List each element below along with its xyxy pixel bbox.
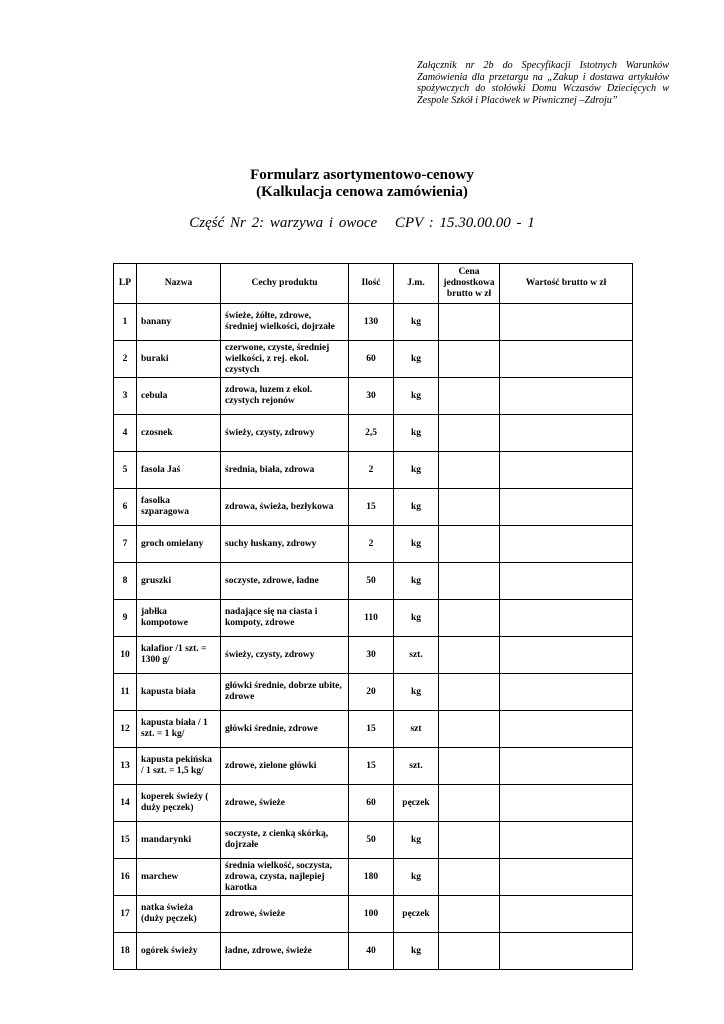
cell-gross-value xyxy=(500,378,633,415)
table-row xyxy=(114,341,633,378)
cell-features: świeże, żółte, zdrowe, średniej wielkości, dojrzałe xyxy=(221,304,349,341)
cell-features: świeży, czysty, zdrowy xyxy=(221,415,349,452)
table-row xyxy=(114,674,633,711)
cell-features: zdrowe, zielone główki xyxy=(221,748,349,785)
table-header-row xyxy=(114,264,633,304)
cell-unit-price xyxy=(439,304,500,341)
header-features: Cechy produktu xyxy=(221,264,349,304)
cpv-label: CPV : 15.30.00.00 - 1 xyxy=(394,215,535,231)
cell-features: soczyste, zdrowe, ładne xyxy=(221,563,349,600)
cell-lp: 11 xyxy=(114,674,137,711)
cell-quantity: 110 xyxy=(349,600,394,637)
cell-name: fasola Jaś xyxy=(137,452,221,489)
part-label: Część Nr 2: warzywa i owoce xyxy=(189,215,378,231)
cell-gross-value xyxy=(500,896,633,933)
cell-unit-price xyxy=(439,711,500,748)
cell-name: kapusta biała xyxy=(137,674,221,711)
cell-features: ładne, zdrowe, świeże xyxy=(221,933,349,970)
cell-gross-value xyxy=(500,600,633,637)
cell-lp: 6 xyxy=(114,489,137,526)
cell-unit: kg xyxy=(394,933,439,970)
cell-unit: szt xyxy=(394,711,439,748)
cell-quantity: 50 xyxy=(349,822,394,859)
cell-lp: 12 xyxy=(114,711,137,748)
cell-name: jabłka kompotowe xyxy=(137,600,221,637)
cell-unit: kg xyxy=(394,563,439,600)
cell-name: buraki xyxy=(137,341,221,378)
cell-unit: pęczek xyxy=(394,785,439,822)
cell-name: groch omielany xyxy=(137,526,221,563)
header-gross-value: Wartość brutto w zł xyxy=(500,264,633,304)
table-row xyxy=(114,452,633,489)
cell-quantity: 30 xyxy=(349,378,394,415)
cell-name: kapusta pekińska / 1 szt. = 1,5 kg/ xyxy=(137,748,221,785)
annex-note: Załącznik nr 2b do Specyfikacji Istotnych Warunków Zamówienia dla przetargu na „Zakup i dostawa artykułów spożywczych do stołówki Domu Wczasów Dziecięcych w Zespole Szkół i Placówek w Piwnicznej –Zdroju” xyxy=(417,60,669,106)
price-table xyxy=(113,263,633,970)
header-quantity: Ilość xyxy=(349,264,394,304)
cell-quantity: 15 xyxy=(349,489,394,526)
cell-quantity: 2 xyxy=(349,452,394,489)
cell-unit: szt. xyxy=(394,748,439,785)
cell-name: kalafior /1 szt. = 1300 g/ xyxy=(137,637,221,674)
cell-unit: kg xyxy=(394,526,439,563)
cell-features: zdrowa, luzem z ekol. czystych rejonów xyxy=(221,378,349,415)
form-title: Formularz asortymentowo-cenowy xyxy=(250,167,474,183)
cell-unit: kg xyxy=(394,489,439,526)
cell-unit: kg xyxy=(394,341,439,378)
cell-unit-price xyxy=(439,563,500,600)
cell-name: ogórek świeży xyxy=(137,933,221,970)
table-row xyxy=(114,785,633,822)
cell-name: czosnek xyxy=(137,415,221,452)
cell-features: zdrowe, świeże xyxy=(221,785,349,822)
cell-unit-price xyxy=(439,822,500,859)
header-unit: J.m. xyxy=(394,264,439,304)
table-row xyxy=(114,859,633,896)
cell-lp: 5 xyxy=(114,452,137,489)
cell-features: zdrowe, świeże xyxy=(221,896,349,933)
cell-unit-price xyxy=(439,674,500,711)
cell-quantity: 50 xyxy=(349,563,394,600)
cell-lp: 10 xyxy=(114,637,137,674)
table-row xyxy=(114,637,633,674)
cell-unit-price xyxy=(439,896,500,933)
cell-lp: 15 xyxy=(114,822,137,859)
cell-unit: kg xyxy=(394,674,439,711)
cell-gross-value xyxy=(500,563,633,600)
cell-unit-price xyxy=(439,526,500,563)
cell-gross-value xyxy=(500,415,633,452)
cell-unit: kg xyxy=(394,859,439,896)
cell-lp: 4 xyxy=(114,415,137,452)
cell-features: soczyste, z cienką skórką, dojrzałe xyxy=(221,822,349,859)
cell-gross-value xyxy=(500,637,633,674)
cell-gross-value xyxy=(500,748,633,785)
cell-gross-value xyxy=(500,341,633,378)
cell-gross-value xyxy=(500,304,633,341)
cell-quantity: 60 xyxy=(349,341,394,378)
cell-gross-value xyxy=(500,822,633,859)
cell-lp: 16 xyxy=(114,859,137,896)
cell-unit-price xyxy=(439,341,500,378)
cell-features: czerwone, czyste, średniej wielkości, z rej. ekol. czystych xyxy=(221,341,349,378)
cell-quantity: 100 xyxy=(349,896,394,933)
cell-lp: 2 xyxy=(114,341,137,378)
cell-lp: 9 xyxy=(114,600,137,637)
cell-unit-price xyxy=(439,859,500,896)
cell-quantity: 180 xyxy=(349,859,394,896)
table-row xyxy=(114,304,633,341)
cell-gross-value xyxy=(500,785,633,822)
cell-unit-price xyxy=(439,378,500,415)
cell-unit-price xyxy=(439,600,500,637)
cell-quantity: 40 xyxy=(349,933,394,970)
table-row xyxy=(114,748,633,785)
cell-features: średnia, biała, zdrowa xyxy=(221,452,349,489)
cell-quantity: 60 xyxy=(349,785,394,822)
cell-unit: kg xyxy=(394,378,439,415)
cell-gross-value xyxy=(500,933,633,970)
cell-lp: 14 xyxy=(114,785,137,822)
cell-name: fasolka szparagowa xyxy=(137,489,221,526)
table-row xyxy=(114,415,633,452)
cell-name: marchew xyxy=(137,859,221,896)
cell-gross-value xyxy=(500,711,633,748)
cell-name: koperek świeży ( duży pęczek) xyxy=(137,785,221,822)
cell-gross-value xyxy=(500,452,633,489)
cell-unit-price xyxy=(439,489,500,526)
cell-name: kapusta biała / 1 szt. = 1 kg/ xyxy=(137,711,221,748)
header-name: Nazwa xyxy=(137,264,221,304)
cell-unit-price xyxy=(439,785,500,822)
table-row xyxy=(114,711,633,748)
cell-features: zdrowa, świeża, bezłykowa xyxy=(221,489,349,526)
cell-unit-price xyxy=(439,933,500,970)
cell-name: natka świeża (duży pęczek) xyxy=(137,896,221,933)
cell-name: gruszki xyxy=(137,563,221,600)
cell-unit-price xyxy=(439,452,500,489)
table-row xyxy=(114,600,633,637)
cell-gross-value xyxy=(500,489,633,526)
cell-lp: 8 xyxy=(114,563,137,600)
cell-gross-value xyxy=(500,674,633,711)
table-row xyxy=(114,933,633,970)
cell-unit: kg xyxy=(394,304,439,341)
cell-name: cebula xyxy=(137,378,221,415)
cell-lp: 1 xyxy=(114,304,137,341)
cell-features: średnia wielkość, soczysta, zdrowa, czysta, najlepiej karotka xyxy=(221,859,349,896)
cell-name: mandarynki xyxy=(137,822,221,859)
cell-quantity: 2,5 xyxy=(349,415,394,452)
cell-features: główki średnie, zdrowe xyxy=(221,711,349,748)
cell-quantity: 30 xyxy=(349,637,394,674)
cell-features: główki średnie, dobrze ubite, zdrowe xyxy=(221,674,349,711)
cell-features: nadające się na ciasta i kompoty, zdrowe xyxy=(221,600,349,637)
cell-lp: 18 xyxy=(114,933,137,970)
form-subtitle: (Kalkulacja cenowa zamówienia) xyxy=(256,184,468,200)
cell-gross-value xyxy=(500,859,633,896)
cell-unit-price xyxy=(439,637,500,674)
table-row xyxy=(114,489,633,526)
cell-quantity: 2 xyxy=(349,526,394,563)
cell-quantity: 20 xyxy=(349,674,394,711)
cell-unit: kg xyxy=(394,452,439,489)
cell-unit: pęczek xyxy=(394,896,439,933)
table-row xyxy=(114,526,633,563)
table-row xyxy=(114,378,633,415)
cell-quantity: 130 xyxy=(349,304,394,341)
cell-unit: kg xyxy=(394,600,439,637)
part-heading xyxy=(0,215,724,232)
header-unit-price: Cena jednostkowa brutto w zł xyxy=(439,264,500,304)
cell-unit: szt. xyxy=(394,637,439,674)
header-lp: LP xyxy=(114,264,137,304)
cell-lp: 17 xyxy=(114,896,137,933)
cell-quantity: 15 xyxy=(349,711,394,748)
cell-lp: 3 xyxy=(114,378,137,415)
cell-features: świeży, czysty, zdrowy xyxy=(221,637,349,674)
cell-lp: 13 xyxy=(114,748,137,785)
cell-lp: 7 xyxy=(114,526,137,563)
table-row xyxy=(114,563,633,600)
cell-unit: kg xyxy=(394,822,439,859)
cell-unit-price xyxy=(439,748,500,785)
cell-features: suchy łuskany, zdrowy xyxy=(221,526,349,563)
cell-gross-value xyxy=(500,526,633,563)
cell-quantity: 15 xyxy=(349,748,394,785)
cell-unit: kg xyxy=(394,415,439,452)
table-row xyxy=(114,896,633,933)
cell-unit-price xyxy=(439,415,500,452)
table-row xyxy=(114,822,633,859)
cell-name: banany xyxy=(137,304,221,341)
